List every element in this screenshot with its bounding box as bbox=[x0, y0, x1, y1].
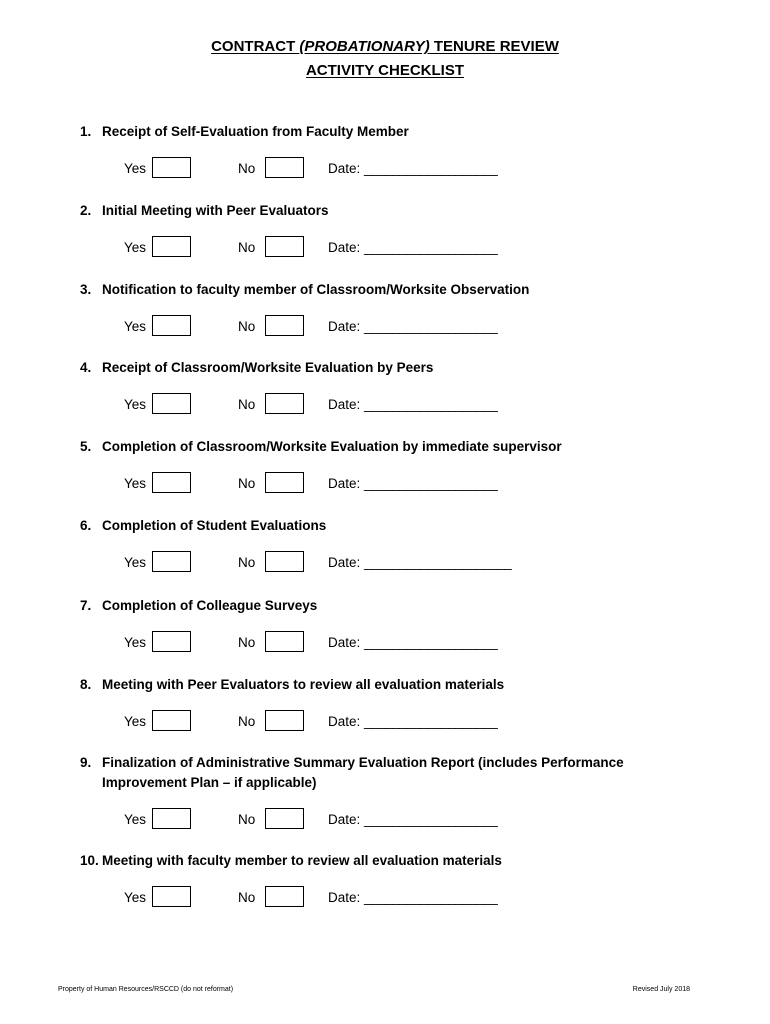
date-field[interactable]: ___________________ bbox=[364, 397, 498, 412]
yes-label: Yes bbox=[124, 714, 147, 729]
item-text: Receipt of Self-Evaluation from Faculty Member bbox=[102, 124, 409, 139]
yes-label: Yes bbox=[124, 397, 147, 412]
date-label: Date: bbox=[328, 635, 361, 650]
yes-checkbox[interactable] bbox=[152, 631, 191, 652]
yes-label: Yes bbox=[124, 635, 147, 650]
checklist-item bbox=[80, 122, 660, 183]
no-checkbox[interactable] bbox=[265, 472, 304, 493]
item-number: 1. bbox=[80, 124, 92, 139]
no-checkbox[interactable] bbox=[265, 886, 304, 907]
checklist-item bbox=[80, 201, 660, 262]
no-checkbox[interactable] bbox=[265, 808, 304, 829]
date-label: Date: bbox=[328, 555, 361, 570]
date-field[interactable]: ___________________ bbox=[364, 812, 498, 827]
yes-label: Yes bbox=[124, 319, 147, 334]
item-number: 8. bbox=[80, 677, 92, 692]
yes-label: Yes bbox=[124, 812, 147, 827]
yes-checkbox[interactable] bbox=[152, 393, 191, 414]
title-suffix: TENURE REVIEW bbox=[429, 38, 559, 55]
yes-checkbox[interactable] bbox=[152, 236, 191, 257]
date-label: Date: bbox=[328, 714, 361, 729]
no-label: No bbox=[238, 319, 256, 334]
no-checkbox[interactable] bbox=[265, 315, 304, 336]
date-label: Date: bbox=[328, 476, 361, 491]
date-label: Date: bbox=[328, 319, 361, 334]
no-label: No bbox=[238, 635, 256, 650]
no-checkbox[interactable] bbox=[265, 551, 304, 572]
checklist-item bbox=[80, 358, 660, 419]
date-field[interactable]: _____________________ bbox=[364, 555, 512, 570]
yes-checkbox[interactable] bbox=[152, 886, 191, 907]
item-text: Initial Meeting with Peer Evaluators bbox=[102, 203, 329, 218]
footer-left: Property of Human Resources/RSCCD (do not reformat) bbox=[58, 986, 234, 993]
yes-label: Yes bbox=[124, 555, 147, 570]
item-number: 7. bbox=[80, 598, 92, 613]
no-checkbox[interactable] bbox=[265, 631, 304, 652]
yes-checkbox[interactable] bbox=[152, 710, 191, 731]
checklist-item bbox=[80, 280, 660, 341]
no-label: No bbox=[238, 714, 256, 729]
item-number: 10. bbox=[80, 853, 99, 868]
checklist-item bbox=[80, 753, 660, 834]
item-number: 3. bbox=[80, 282, 92, 297]
no-label: No bbox=[238, 161, 256, 176]
yes-label: Yes bbox=[124, 476, 147, 491]
no-checkbox[interactable] bbox=[265, 157, 304, 178]
item-text: Completion of Classroom/Worksite Evaluation by immediate supervisor bbox=[102, 439, 562, 454]
checklist-item bbox=[80, 437, 660, 498]
no-label: No bbox=[238, 240, 256, 255]
date-label: Date: bbox=[328, 161, 361, 176]
item-number: 2. bbox=[80, 203, 92, 218]
yes-checkbox[interactable] bbox=[152, 472, 191, 493]
yes-label: Yes bbox=[124, 161, 147, 176]
date-label: Date: bbox=[328, 240, 361, 255]
item-text: Notification to faculty member of Classroom/Worksite Observation bbox=[102, 282, 530, 297]
checklist-item bbox=[80, 675, 660, 736]
item-number: 4. bbox=[80, 360, 92, 375]
footer-right: Revised July 2018 bbox=[632, 986, 690, 993]
no-checkbox[interactable] bbox=[265, 236, 304, 257]
item-number: 6. bbox=[80, 518, 92, 533]
no-label: No bbox=[238, 476, 256, 491]
title-italic: (PROBATIONARY) bbox=[299, 38, 430, 55]
date-field[interactable]: ___________________ bbox=[364, 714, 498, 729]
yes-checkbox[interactable] bbox=[152, 551, 191, 572]
no-label: No bbox=[238, 812, 256, 827]
item-text: Completion of Student Evaluations bbox=[102, 518, 327, 533]
document-subtitle: ACTIVITY CHECKLIST bbox=[305, 62, 465, 79]
yes-label: Yes bbox=[124, 890, 147, 905]
date-field[interactable]: ___________________ bbox=[364, 476, 498, 491]
date-label: Date: bbox=[328, 812, 361, 827]
document-title bbox=[0, 38, 770, 55]
no-label: No bbox=[238, 890, 256, 905]
checklist-item bbox=[80, 516, 660, 577]
date-field[interactable]: ___________________ bbox=[364, 890, 498, 905]
date-field[interactable]: ___________________ bbox=[364, 635, 498, 650]
item-text: Receipt of Classroom/Worksite Evaluation by Peers bbox=[102, 360, 434, 375]
no-checkbox[interactable] bbox=[265, 710, 304, 731]
item-text: Meeting with Peer Evaluators to review all evaluation materials bbox=[102, 677, 505, 692]
item-text: Meeting with faculty member to review all evaluation materials bbox=[102, 853, 502, 868]
checklist-item bbox=[80, 596, 660, 657]
yes-checkbox[interactable] bbox=[152, 157, 191, 178]
date-field[interactable]: ___________________ bbox=[364, 319, 498, 334]
item-number: 5. bbox=[80, 439, 92, 454]
no-label: No bbox=[238, 397, 256, 412]
date-label: Date: bbox=[328, 397, 361, 412]
date-field[interactable]: ___________________ bbox=[364, 240, 498, 255]
no-label: No bbox=[238, 555, 256, 570]
title-prefix: CONTRACT bbox=[211, 38, 300, 55]
yes-label: Yes bbox=[124, 240, 147, 255]
yes-checkbox[interactable] bbox=[152, 315, 191, 336]
item-text: Finalization of Administrative Summary Evaluation Report (includes Performance Improvement Plan – if applicable) bbox=[102, 755, 624, 790]
date-field[interactable]: ___________________ bbox=[364, 161, 498, 176]
date-label: Date: bbox=[328, 890, 361, 905]
yes-checkbox[interactable] bbox=[152, 808, 191, 829]
no-checkbox[interactable] bbox=[265, 393, 304, 414]
checklist-item bbox=[80, 851, 660, 912]
item-number: 9. bbox=[80, 755, 92, 770]
item-text: Completion of Colleague Surveys bbox=[102, 598, 318, 613]
